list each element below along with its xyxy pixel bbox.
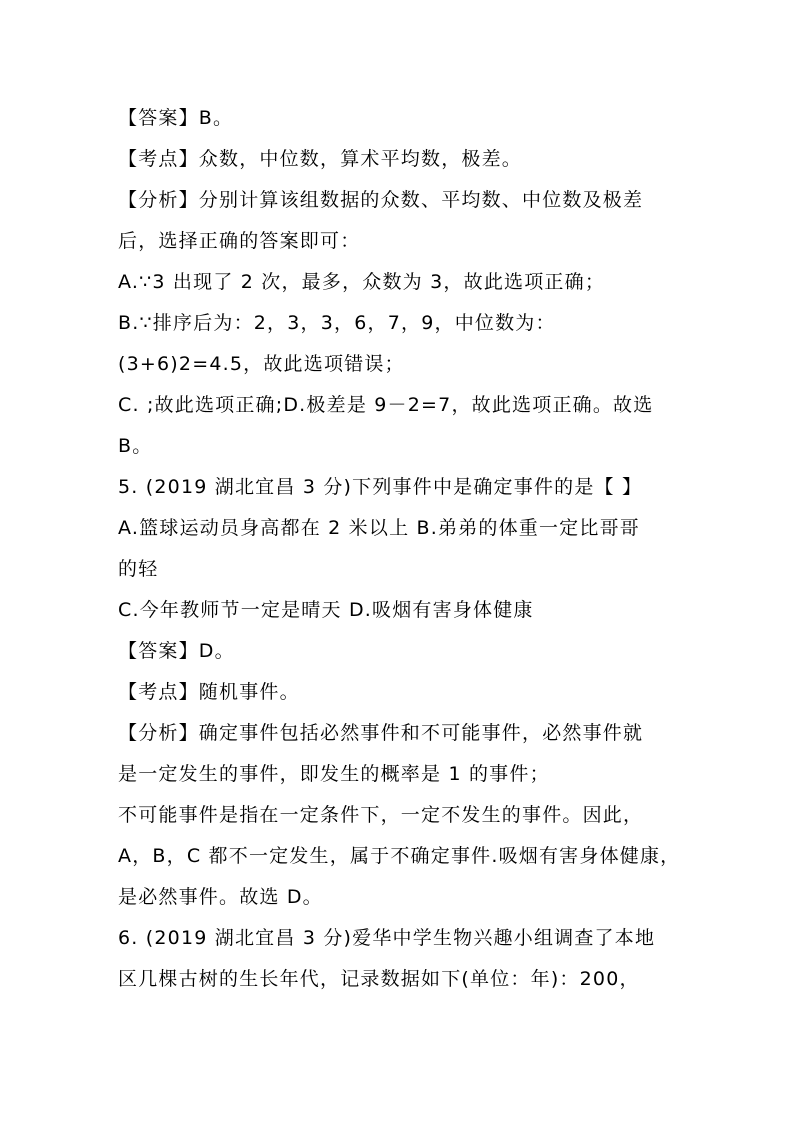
answer-line-q4: 【答案】B。 [118, 107, 234, 129]
analysis-line-q4-1: 【分析】分别计算该组数据的众数、平均数、中位数及极差 [118, 189, 644, 211]
analysis-line-q5-3: 不可能事件是指在一定条件下，一定不发生的事件。因此， [118, 804, 644, 826]
question-5-options-1-cont: 的轻 [118, 558, 159, 580]
question-5-options-2: C.今年教师节一定是晴天 D.吸烟有害身体健康 [118, 599, 534, 621]
question-6-stem-2: 区几棵古树的生长年代，记录数据如下(单位：年)：200， [118, 968, 640, 990]
topic-line-q4: 【考点】众数，中位数，算术平均数，极差。 [118, 148, 523, 170]
option-b-analysis: B.∵排序后为：2，3，3，6，7，9，中位数为： [118, 312, 556, 334]
topic-line-q5: 【考点】随机事件。 [118, 681, 300, 703]
analysis-line-q5-2: 是一定发生的事件，即发生的概率是 1 的事件； [118, 763, 550, 785]
answer-line-q5: 【答案】D。 [118, 640, 235, 662]
analysis-line-q5-1: 【分析】确定事件包括必然事件和不可能事件，必然事件就 [118, 722, 644, 744]
option-b-calculation: (3+6)2=4.5，故此选项错误； [118, 353, 405, 375]
analysis-line-q5-4: A，B，C 都不一定发生，属于不确定事件.吸烟有害身体健康， [118, 845, 681, 867]
question-5-options-1: A.篮球运动员身高都在 2 米以上 B.弟弟的体重一定比哥哥 [118, 517, 640, 539]
analysis-line-q5-5: 是必然事件。故选 D。 [118, 886, 323, 908]
question-6-stem-1: 6. (2019 湖北宜昌 3 分)爱华中学生物兴趣小组调查了本地 [118, 927, 656, 949]
option-c-d-analysis: C. ;故此选项正确;D.极差是 9－2=7，故此选项正确。故选 [118, 394, 654, 416]
option-a-analysis: A.∵3 出现了 2 次，最多，众数为 3，故此选项正确； [118, 271, 606, 293]
analysis-line-q4-2: 后，选择正确的答案即可： [118, 230, 361, 252]
question-5-stem: 5. (2019 湖北宜昌 3 分)下列事件中是确定事件的是【 】 [118, 476, 643, 498]
choice-conclusion-q4: B。 [118, 435, 153, 457]
